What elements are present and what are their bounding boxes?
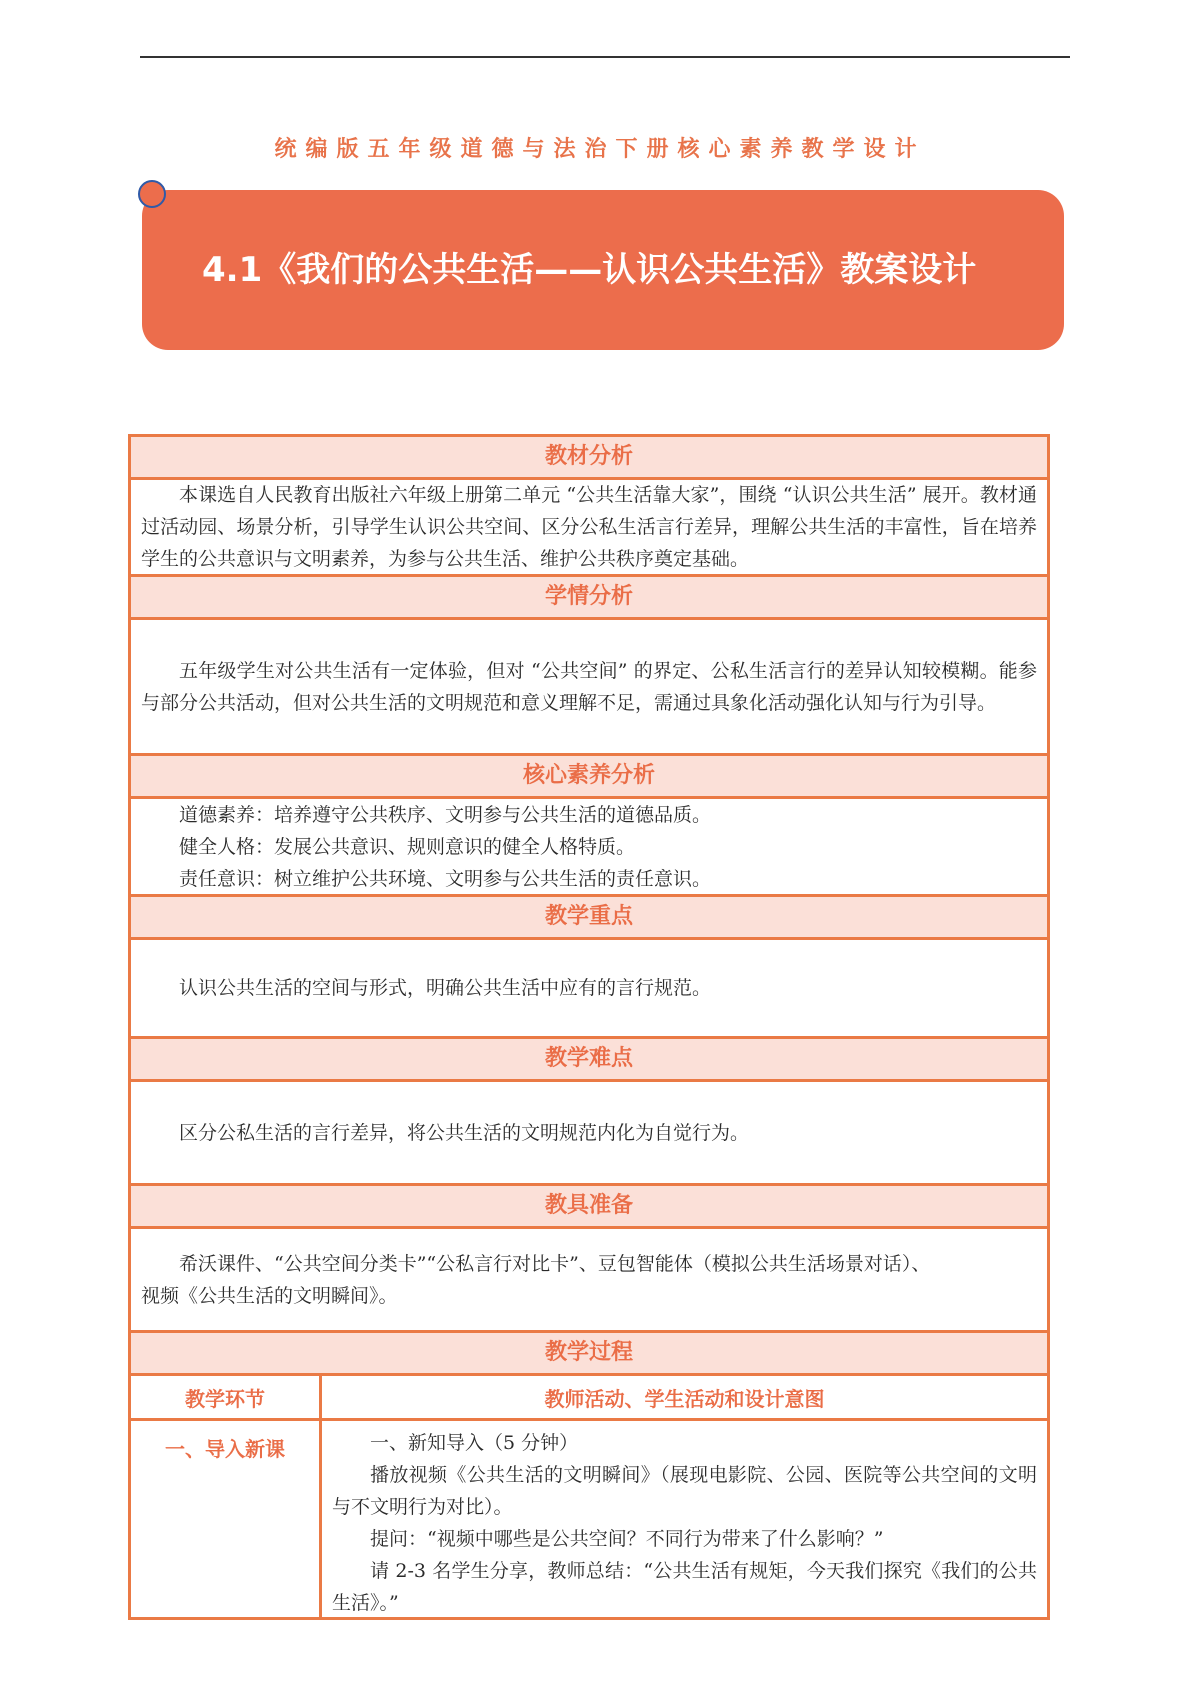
section-body-textbook xyxy=(131,480,1047,577)
process-row xyxy=(131,1421,1047,1617)
section-body-focus xyxy=(131,940,1047,1039)
section-body-students xyxy=(131,620,1047,756)
process-stage: 一、导入新课 xyxy=(131,1421,322,1617)
series-title: 统编版五年级道德与法治下册核心素养教学设计 xyxy=(274,137,926,162)
paragraph: 健全人格：发展公共意识、规则意识的健全人格特质。 xyxy=(179,835,636,858)
section-heading-focus: 教学重点 xyxy=(131,897,1047,940)
section-body-literacy xyxy=(131,799,1047,897)
lesson-title: 4.1《我们的公共生活——认识公共生活》教案设计 xyxy=(202,250,977,290)
process-column-headers xyxy=(131,1376,1047,1421)
banner-dot xyxy=(138,180,166,208)
paragraph: 认识公共生活的空间与形式，明确公共生活中应有的言行规范。 xyxy=(179,977,712,999)
title-banner xyxy=(142,190,1064,350)
paragraph: 区分公私生活的言行差异，将公共生活的文明规范内化为自觉行为。 xyxy=(179,1121,750,1144)
paragraph: 本课选自人民教育出版社六年级上册第二单元 “公共生活靠大家”，围绕 “认识公共生活” 展开。教材通过活动园、场景分析，引导学生认识公共空间、区分公私生活言行差异，理解公共生活的丰富性，旨在培养学生的公共意识与文明素养，为参与公共生活、维护公共秩序奠定基础。 xyxy=(141,484,1037,570)
process-line: 请 2-3 名学生分享，教师总结：“公共生活有规矩，今天我们探究《我们的公共生活》。” xyxy=(332,1560,1037,1614)
section-heading-tools: 教具准备 xyxy=(131,1186,1047,1229)
section-body-tools xyxy=(131,1229,1047,1333)
paragraph: 希沃课件、“公共空间分类卡”“公私言行对比卡”、豆包智能体（模拟公共生活场景对话）、 xyxy=(179,1252,931,1275)
paragraph: 五年级学生对公共生活有一定体验，但对 “公共空间” 的界定、公私生活言行的差异认知较模糊。能参与部分公共活动，但对公共生活的文明规范和意义理解不足，需通过具象化活动强化认知与行为引导。 xyxy=(141,659,1037,714)
section-heading-literacy: 核心素养分析 xyxy=(131,756,1047,799)
process-line: 提问：“视频中哪些是公共空间？不同行为带来了什么影响？” xyxy=(370,1528,884,1550)
section-heading-difficulty: 教学难点 xyxy=(131,1039,1047,1082)
lesson-plan-table xyxy=(128,434,1050,1620)
process-content xyxy=(322,1421,1047,1617)
header-rule xyxy=(140,56,1070,58)
section-heading-students: 学情分析 xyxy=(131,577,1047,620)
column-header-activity: 教师活动、学生活动和设计意图 xyxy=(544,1386,825,1411)
process-line: 播放视频《公共生活的文明瞬间》（展现电影院、公园、医院等公共空间的文明与不文明行为对比）。 xyxy=(332,1464,1037,1518)
process-line: 一、新知导入（5 分钟） xyxy=(370,1432,579,1454)
paragraph: 责任意识：树立维护公共环境、文明参与公共生活的责任意识。 xyxy=(179,867,712,890)
paragraph: 道德素养：培养遵守公共秩序、文明参与公共生活的道德品质。 xyxy=(179,803,712,826)
section-body-difficulty xyxy=(131,1082,1047,1186)
paragraph: 视频《公共生活的文明瞬间》。 xyxy=(141,1284,398,1307)
column-header-stage: 教学环节 xyxy=(131,1376,322,1418)
section-heading-process: 教学过程 xyxy=(131,1333,1047,1376)
section-heading-textbook: 教材分析 xyxy=(131,437,1047,480)
